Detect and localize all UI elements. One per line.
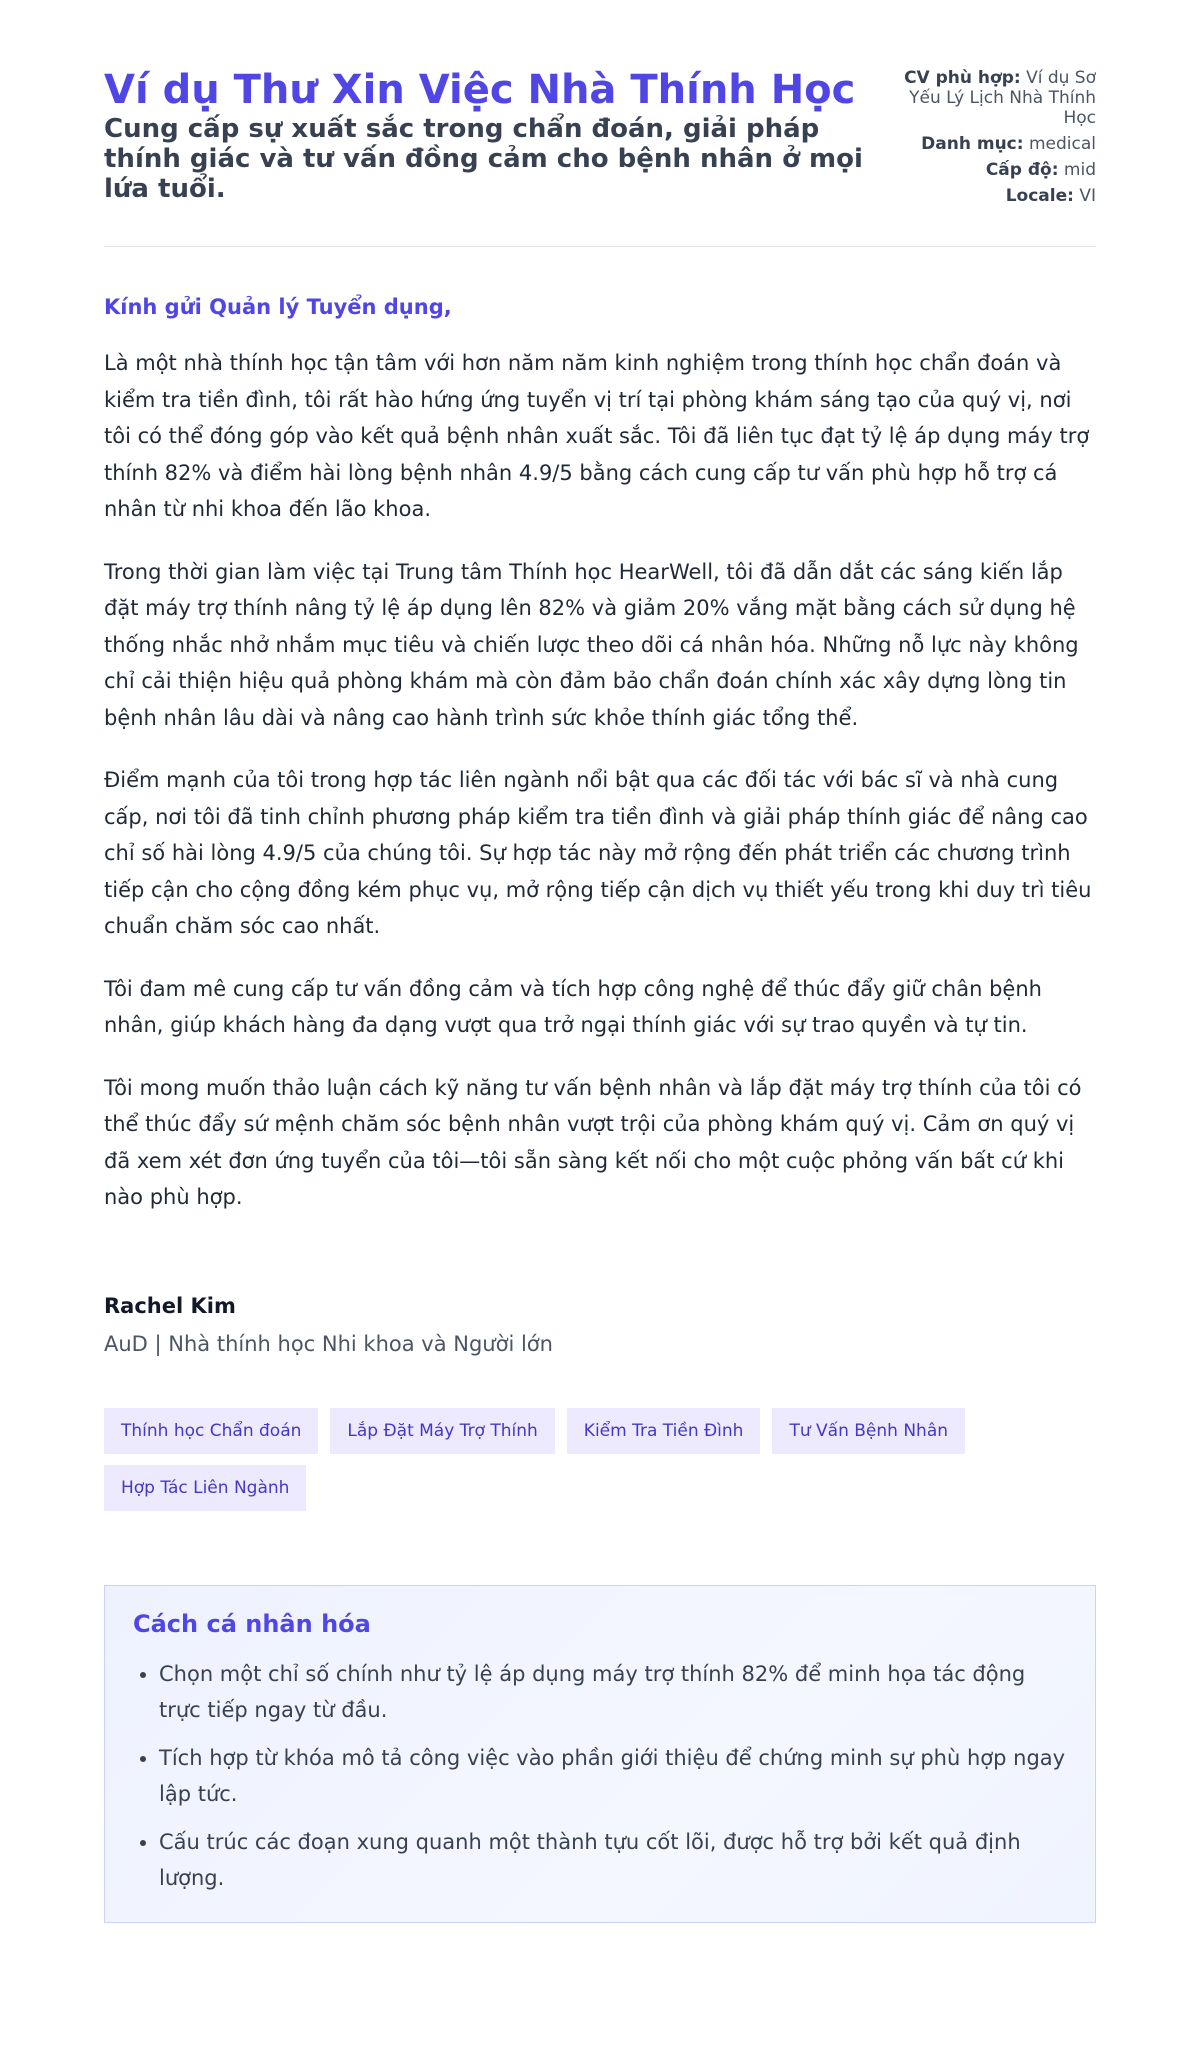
meta-locale <box>896 186 1096 206</box>
signature-name: Rachel Kim <box>104 1293 236 1318</box>
letter-greeting: Kính gửi Quản lý Tuyển dụng, <box>104 295 452 319</box>
page-subtitle: Cung cấp sự xuất sắc trong chẩn đoán, giải pháp thính giác và tư vấn đồng cảm cho bệnh nhân ở mọi lứa tuổi. <box>104 114 863 204</box>
tips-title: Cách cá nhân hóa <box>133 1609 371 1638</box>
letter-paragraph: Trong thời gian làm việc tại Trung tâm Thính học HearWell, tôi đã dẫn dắt các sáng kiến lắp đặt máy trợ thính nâng tỷ lệ áp dụng lên 82% và giảm 20% vắng mặt bằng cách sử dụng hệ thống nhắc nhở nhắm mục tiêu và chiến lược theo dõi cá nhân hóa. Những nỗ lực này không chỉ cải thiện hiệu quả phòng khám mà còn đảm bảo chẩn đoán chính xác xây dựng lòng tin bệnh nhân lâu dài và nâng cao hành trình sức khỏe thính giác tổng thể. <box>104 559 1079 730</box>
header-divider <box>104 246 1096 247</box>
skill-tag: Kiểm Tra Tiền Đình <box>567 1408 761 1454</box>
letter-paragraph: Tôi đam mê cung cấp tư vấn đồng cảm và tích hợp công nghệ để thúc đẩy giữ chân bệnh nhân, giúp khách hàng đa dạng vượt qua trở ngại thính giác với sự trao quyền và tự tin. <box>104 976 1042 1037</box>
skill-tag: Hợp Tác Liên Ngành <box>104 1465 306 1511</box>
meta-category <box>896 134 1096 154</box>
meta-panel <box>896 66 1096 212</box>
page-header <box>104 66 1096 212</box>
letter-paragraph: Tôi mong muốn thảo luận cách kỹ năng tư vấn bệnh nhân và lắp đặt máy trợ thính của tôi có thể thúc đẩy sứ mệnh chăm sóc bệnh nhân vượt trội của phòng khám quý vị. Cảm ơn quý vị đã xem xét đơn ứng tuyển của tôi—tôi sẵn sàng kết nối cho một cuộc phỏng vấn bất cứ khi nào phù hợp. <box>104 1075 1082 1209</box>
meta-locale-label: Locale: <box>1005 186 1074 206</box>
signature-block <box>104 1294 1096 1356</box>
tips-item: • Cấu trúc các đoạn xung quanh một thành tựu cốt lõi, được hỗ trợ bởi kết quả định lượng. <box>159 1824 1067 1896</box>
letter-paragraph: Điểm mạnh của tôi trong hợp tác liên ngành nổi bật qua các đối tác với bác sĩ và nhà cung cấp, nơi tôi đã tinh chỉnh phương pháp kiểm tra tiền đình và giải pháp thính giác để nâng cao chỉ số hài lòng 4.9/5 của chúng tôi. Sự hợp tác này mở rộng đến phát triển các chương trình tiếp cận cho cộng đồng kém phục vụ, mở rộng tiếp cận dịch vụ thiết yếu trong khi duy trì tiêu chuẩn chăm sóc cao nhất. <box>104 768 1092 938</box>
tips-list <box>133 1656 1067 1896</box>
skill-tags <box>104 1408 1096 1511</box>
letter-paragraph: Là một nhà thính học tận tâm với hơn năm năm kinh nghiệm trong thính học chẩn đoán và kiểm tra tiền đình, tôi rất hào hứng ứng tuyển vị trí tại phòng khám sáng tạo của quý vị, nơi tôi có thể đóng góp vào kết quả bệnh nhân xuất sắc. Tôi đã liên tục đạt tỷ lệ áp dụng máy trợ thính 82% và điểm hài lòng bệnh nhân 4.9/5 bằng cách cung cấp tư vấn phù hợp hỗ trợ cá nhân từ nhi khoa đến lão khoa. <box>104 351 1090 521</box>
personalization-tips <box>104 1585 1096 1923</box>
meta-level-value: mid <box>1063 160 1096 180</box>
cover-letter-page <box>104 0 1096 1923</box>
meta-cv <box>896 68 1096 128</box>
meta-locale-value: VI <box>1079 186 1096 206</box>
tips-item: • Tích hợp từ khóa mô tả công việc vào phần giới thiệu để chứng minh sự phù hợp ngay lập tức. <box>159 1740 1067 1812</box>
signature-title: AuD | Nhà thính học Nhi khoa và Người lớn <box>104 1331 553 1356</box>
skill-tag: Tư Vấn Bệnh Nhân <box>772 1408 965 1454</box>
header-titles <box>104 66 874 204</box>
page-title: Ví dụ Thư Xin Việc Nhà Thính Học <box>104 67 856 113</box>
meta-level-label: Cấp độ: <box>985 160 1059 180</box>
tips-item: • Chọn một chỉ số chính như tỷ lệ áp dụng máy trợ thính 82% để minh họa tác động trực tiếp ngay từ đầu. <box>159 1656 1067 1728</box>
meta-level <box>896 160 1096 180</box>
meta-category-label: Danh mục: <box>921 134 1024 154</box>
meta-cv-label: CV phù hợp: <box>904 68 1021 88</box>
meta-category-value: medical <box>1028 134 1096 154</box>
meta-cv-value: Ví dụ Sơ Yếu Lý Lịch Nhà Thính Học <box>909 68 1096 128</box>
skill-tag: Lắp Đặt Máy Trợ Thính <box>330 1408 554 1454</box>
skill-tag: Thính học Chẩn đoán <box>104 1408 318 1454</box>
